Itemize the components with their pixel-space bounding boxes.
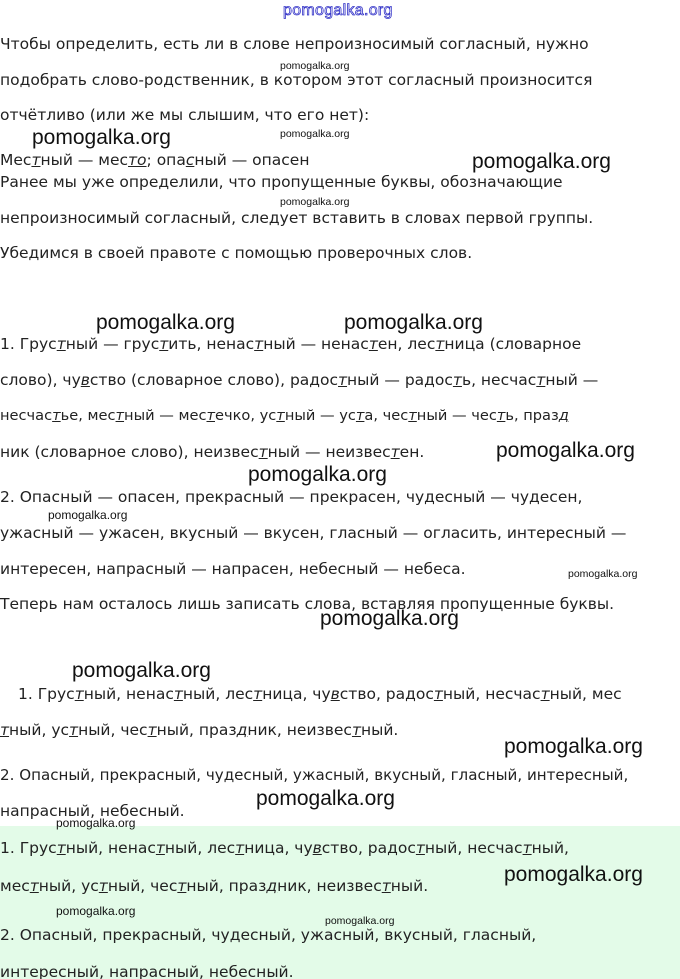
watermark-small: pomogalka.org bbox=[325, 915, 395, 927]
para2-line-1: Ранее мы уже определили, что пропущенные буквы, обозначающие bbox=[0, 173, 563, 191]
watermark-top: pomogalka.org bbox=[283, 2, 393, 19]
group1-line-4: ник (словарное слово), неизвестный — неизвестен. bbox=[0, 443, 425, 461]
group2-line-3: интересен, напрасный — напрасен, небесный — небеса. bbox=[0, 560, 466, 578]
watermark-small: pomogalka.org bbox=[48, 508, 128, 522]
para3-line-1: Теперь нам осталось лишь записать слова, вставляя пропущенные буквы. bbox=[0, 595, 615, 613]
watermark-large: pomogalka.org bbox=[248, 463, 387, 486]
group2-line-1: 2. Опасный — опасен, прекрасный — прекрасен, чудесный — чудесен, bbox=[0, 488, 583, 506]
intro-example: Местный — место; опасный — опасен bbox=[0, 151, 310, 167]
answer-line-2: местный, устный, честный, праздник, неизвестный. bbox=[0, 877, 429, 895]
watermark-small: pomogalka.org bbox=[568, 568, 638, 580]
list1-line-1: 1. Грустный, ненастный, лестница, чувство, радостный, несчастный, мес bbox=[18, 685, 622, 703]
group2-line-2: ужасный — ужасен, вкусный — вкусен, гласный — огласить, интересный — bbox=[0, 524, 627, 542]
watermark-large: pomogalka.org bbox=[344, 311, 483, 334]
answer-line-1: 1. Грустный, ненастный, лестница, чувство, радостный, несчастный, bbox=[0, 839, 569, 857]
answer-line-4: интересный, напрасный, небесный. bbox=[0, 963, 294, 979]
group1-line-3: несчастье, местный — местечко, устный — уста, честный — честь, празд bbox=[0, 407, 569, 424]
answer-line-3: 2. Опасный, прекрасный, чудесный, ужасный, вкусный, гласный, bbox=[0, 926, 537, 944]
watermark-large: pomogalka.org bbox=[496, 439, 635, 462]
watermark-large: pomogalka.org bbox=[320, 607, 459, 630]
watermark-large: pomogalka.org bbox=[32, 126, 171, 149]
watermark-large: pomogalka.org bbox=[504, 735, 643, 758]
watermark-large: pomogalka.org bbox=[72, 659, 211, 682]
watermark-small: pomogalka.org bbox=[280, 196, 350, 208]
watermark-small: pomogalka.org bbox=[56, 816, 136, 830]
watermark-large: pomogalka.org bbox=[256, 787, 395, 810]
intro-line-3: отчётливо (или же мы слышим, что его нет): bbox=[0, 106, 370, 124]
intro-line-1: Чтобы определить, есть ли в слове непроизносимый согласный, нужно bbox=[0, 35, 589, 53]
watermark-small: pomogalka.org bbox=[280, 128, 350, 140]
watermark-small: pomogalka.org bbox=[56, 904, 136, 918]
watermark-small: pomogalka.org bbox=[280, 60, 350, 72]
intro-line-2: подобрать слово-родственник, в котором этот согласный произносится bbox=[0, 71, 593, 89]
para2-line-2: непроизносимый согласный, следует вставить в словах первой группы. bbox=[0, 209, 594, 227]
watermark-large: pomogalka.org bbox=[96, 311, 235, 334]
watermark-large: pomogalka.org bbox=[472, 150, 611, 173]
group1-line-1: 1. Грустный — грустить, ненастный — ненастен, лестница (словарное bbox=[0, 335, 582, 353]
list2-line-2: напрасный, небесный. bbox=[0, 802, 185, 820]
list2-line-1: 2. Опасный, прекрасный, чудесный, ужасный, вкусный, гласный, интересный, bbox=[0, 766, 629, 784]
watermark-large: pomogalka.org bbox=[504, 863, 643, 886]
list1-line-2: тный, устный, честный, праздник, неизвестный. bbox=[0, 721, 399, 739]
para2-line-3: Убедимся в своей правоте с помощью проверочных слов. bbox=[0, 244, 473, 262]
group1-line-2: слово), чувство (словарное слово), радостный — радость, несчастный — bbox=[0, 371, 599, 389]
